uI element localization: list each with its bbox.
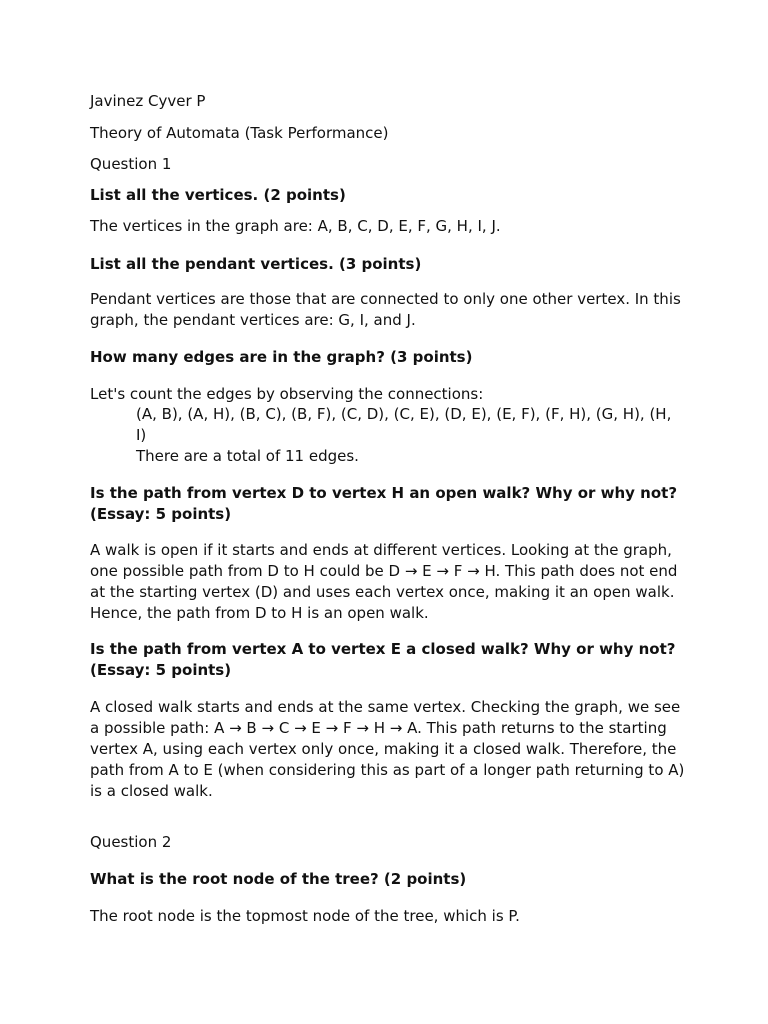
- question-pendant-vertices: List all the pendant vertices. (3 points): [90, 255, 422, 273]
- answer-open-walk: A walk is open if it starts and ends at different vertices. Looking at the graph, one possible path from D to H could be D → E → F → H. This path does not end at the starting vertex (D) and uses each vertex once, making it an open walk. Hence, the path from D to H is an open walk.: [90, 541, 678, 622]
- answer-closed-walk: A closed walk starts and ends at the same vertex. Checking the graph, we see a possible path: A → B → C → E → F → H → A. This path returns to the starting vertex A, using each vertex only once, making it a closed walk. Therefore, the path from A to E (when considering this as part of a longer path returning to A) is a closed walk.: [90, 698, 685, 800]
- answer-edges-total: There are a total of 11 edges.: [136, 447, 359, 465]
- question-root-node: What is the root node of the tree? (2 points): [90, 870, 467, 888]
- question-2-label: Question 2: [90, 833, 172, 851]
- question-edges: How many edges are in the graph? (3 points): [90, 348, 473, 366]
- answer-edges-intro: Let's count the edges by observing the connections:: [90, 385, 484, 403]
- answer-root-node: The root node is the topmost node of the tree, which is P.: [90, 907, 520, 925]
- author-name: Javinez Cyver P: [90, 92, 206, 110]
- question-closed-walk: Is the path from vertex A to vertex E a closed walk? Why or why not? (Essay: 5 points): [90, 640, 676, 679]
- answer-pendant-vertices: Pendant vertices are those that are connected to only one other vertex. In this graph, the pendant vertices are: G, I, and J.: [90, 290, 681, 329]
- answer-vertices: The vertices in the graph are: A, B, C, D, E, F, G, H, I, J.: [90, 217, 501, 235]
- question-open-walk: Is the path from vertex D to vertex H an open walk? Why or why not? (Essay: 5 points): [90, 484, 678, 523]
- question-1-label: Question 1: [90, 155, 172, 173]
- answer-edges-list: (A, B), (A, H), (B, C), (B, F), (C, D), (C, E), (D, E), (E, F), (F, H), (G, H), (H, I): [136, 405, 672, 444]
- course-title: Theory of Automata (Task Performance): [90, 124, 389, 142]
- question-vertices: List all the vertices. (2 points): [90, 186, 346, 204]
